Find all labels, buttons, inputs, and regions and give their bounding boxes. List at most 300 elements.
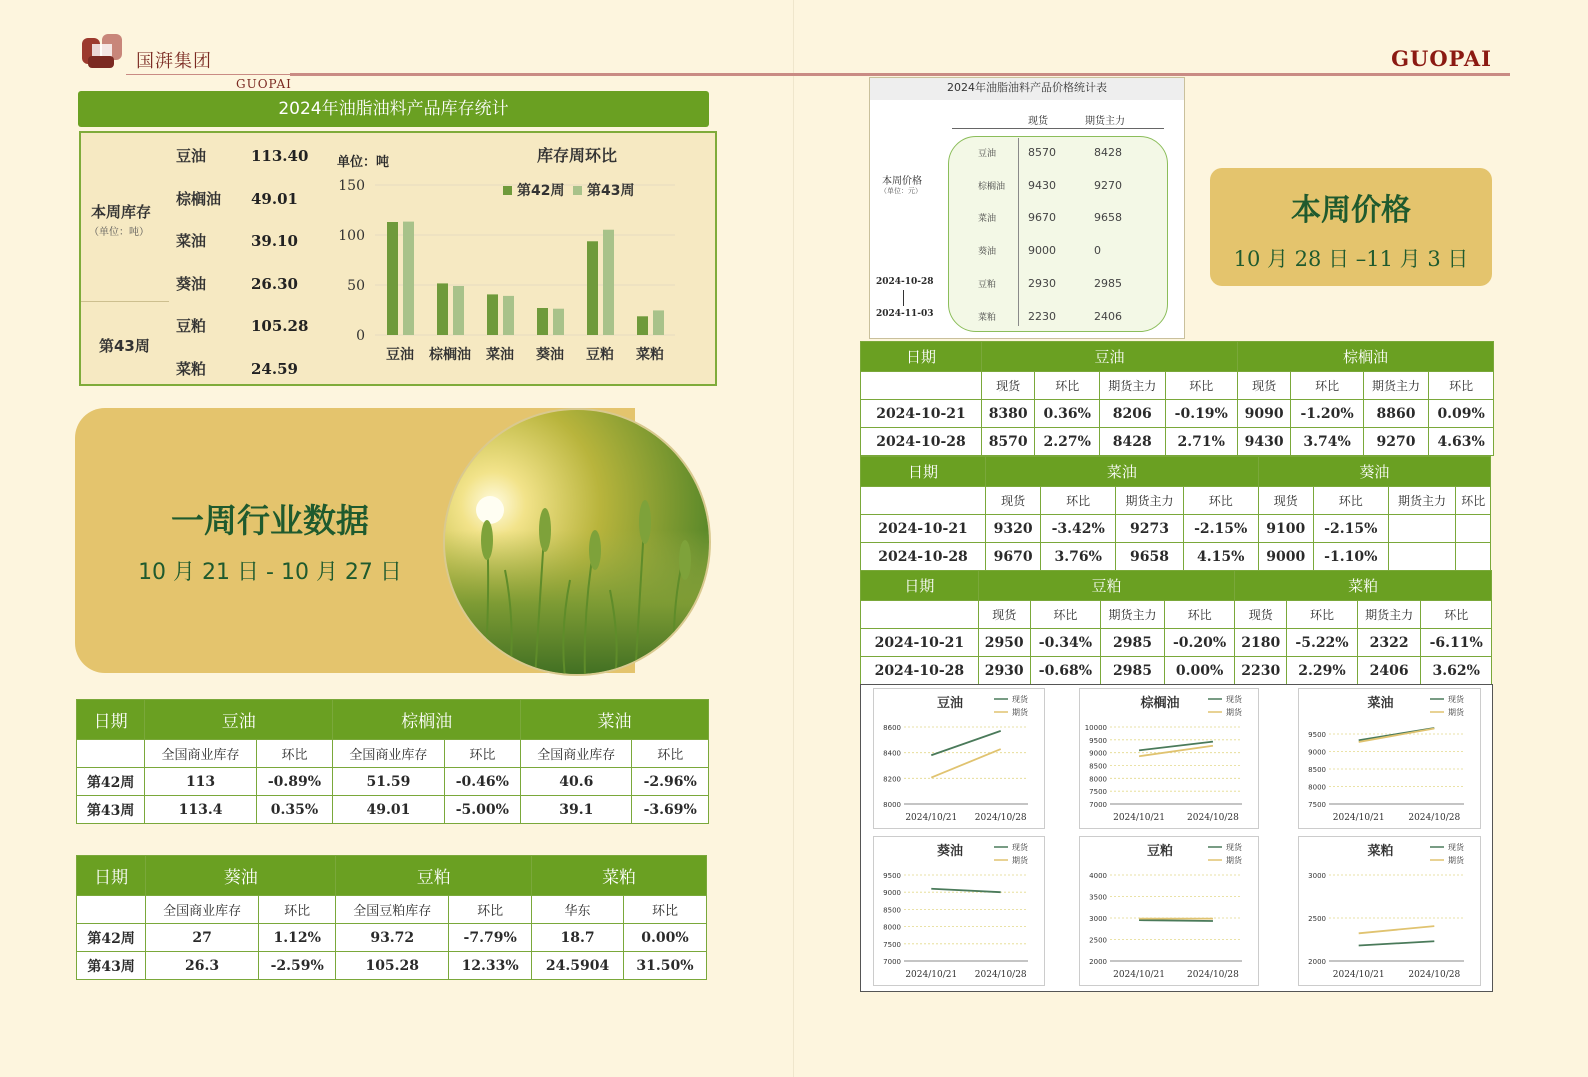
mini-x-tick: 2024/10/21 xyxy=(1332,970,1385,980)
row-label: 第42周 xyxy=(77,768,145,796)
mini-x-tick: 2024/10/21 xyxy=(905,813,958,823)
sub-header: 现货 xyxy=(1237,372,1290,400)
table-cell: 0.36% xyxy=(1035,400,1100,428)
mini-legend-label: 期货 xyxy=(1448,708,1464,717)
group-header: 菜油 xyxy=(521,700,709,740)
x-tick-label: 菜油 xyxy=(486,347,514,363)
table-cell: 12.33% xyxy=(449,952,532,980)
sub-header: 现货 xyxy=(1258,487,1313,515)
mini-y-tick: 8500 xyxy=(1089,762,1107,771)
price-date-connector xyxy=(903,290,904,306)
mini-y-tick: 9000 xyxy=(1089,749,1107,758)
price-header-rule xyxy=(952,128,1164,129)
mini-series-现货 xyxy=(1359,941,1435,945)
mini-legend-label: 期货 xyxy=(1226,708,1242,717)
price-row-name: 菜油 xyxy=(978,214,997,225)
table-row xyxy=(77,952,707,980)
price-col-futures: 期货主力 xyxy=(1085,116,1125,127)
price-row-name: 棕榈油 xyxy=(978,181,1006,192)
table-cell: 2180 xyxy=(1235,629,1287,657)
table-cell: 2230 xyxy=(1235,657,1287,685)
table-cell: -5.00% xyxy=(444,796,520,824)
header-rule xyxy=(290,73,1510,76)
mini-y-tick: 3000 xyxy=(1308,872,1326,880)
row-label: 2024-10-28 xyxy=(861,543,986,571)
table-row xyxy=(861,400,1494,428)
inventory-row-label: 本周库存 xyxy=(91,203,152,221)
table-cell: 9100 xyxy=(1258,515,1313,543)
bar-第43周 xyxy=(603,230,614,335)
table-cell: -2.15% xyxy=(1183,515,1258,543)
price-table-meals xyxy=(860,570,1492,685)
mini-series-现货 xyxy=(931,731,1000,755)
this-week-dates: 10 月 28 日 –11 月 3 日 xyxy=(1233,247,1469,271)
inventory-bar-chart xyxy=(331,139,691,379)
table-cell: -2.15% xyxy=(1313,515,1388,543)
mini-chart-title: 豆粕 xyxy=(1146,844,1174,859)
price-column-rule xyxy=(1018,138,1019,326)
table-cell: 9270 xyxy=(1363,428,1428,456)
table-cell: -0.19% xyxy=(1165,400,1237,428)
table-cell: 2406 xyxy=(1357,657,1421,685)
row-label: 第43周 xyxy=(77,952,146,980)
table-cell: -2.59% xyxy=(258,952,335,980)
table-cell: -0.20% xyxy=(1164,629,1234,657)
table-row xyxy=(77,924,707,952)
table-cell: 27 xyxy=(146,924,259,952)
table-cell: 9000 xyxy=(1258,543,1313,571)
inventory-item-value: 49.01 xyxy=(251,189,298,208)
group-header: 菜油 xyxy=(986,457,1259,487)
inventory-panel xyxy=(79,131,717,386)
sub-header: 环比 xyxy=(256,740,332,768)
price-date-from: 2024-10-28 xyxy=(876,277,934,287)
sub-header: 全国豆粕库存 xyxy=(336,896,449,924)
mini-y-tick: 8000 xyxy=(883,923,901,932)
table-row xyxy=(861,515,1491,543)
mini-chart-6 xyxy=(1298,836,1481,986)
table-cell: 9670 xyxy=(986,543,1041,571)
row-label: 2024-10-21 xyxy=(861,629,979,657)
sub-header: 环比 xyxy=(632,740,709,768)
row-label: 2024-10-21 xyxy=(861,400,982,428)
inventory-week-label: 第43周 xyxy=(99,337,150,355)
inventory-item-name: 葵油 xyxy=(176,274,207,293)
price-rounded-box xyxy=(948,136,1168,332)
table-cell: -1.20% xyxy=(1291,400,1363,428)
table-cell: 3.76% xyxy=(1041,543,1116,571)
row-label: 2024-10-28 xyxy=(861,657,979,685)
mini-y-tick: 8500 xyxy=(1308,766,1326,774)
group-header: 葵油 xyxy=(146,856,336,896)
mini-legend-label: 现货 xyxy=(1012,695,1028,704)
price-date-to: 2024-11-03 xyxy=(876,309,934,319)
sub-header: 环比 xyxy=(1041,487,1116,515)
mini-series-期货 xyxy=(1359,728,1435,741)
inventory-item-value: 105.28 xyxy=(251,317,309,335)
x-tick-label: 豆油 xyxy=(386,347,414,363)
price-row-spot: 9000 xyxy=(1028,244,1056,258)
mini-x-tick: 2024/10/21 xyxy=(905,970,958,980)
sub-header: 现货 xyxy=(978,601,1030,629)
row-label: 2024-10-28 xyxy=(861,428,982,456)
page-divider xyxy=(793,0,794,1077)
table-cell: 8380 xyxy=(981,400,1034,428)
mini-chart-svg xyxy=(874,689,1046,830)
inventory-item-name: 豆粕 xyxy=(176,317,207,335)
mini-y-tick: 8000 xyxy=(1308,783,1326,792)
sub-header: 环比 xyxy=(1165,372,1237,400)
mini-chart-svg xyxy=(1080,689,1260,830)
table-cell: 40.6 xyxy=(521,768,632,796)
mini-x-tick: 2024/10/28 xyxy=(1408,970,1461,980)
table-row xyxy=(861,543,1491,571)
sub-header: 现货 xyxy=(1235,601,1287,629)
price-summary-title: 2024年油脂油料产品价格统计表 xyxy=(870,78,1184,100)
row-label: 2024-10-21 xyxy=(861,515,986,543)
price-row-name: 豆油 xyxy=(978,149,997,159)
table-cell xyxy=(1456,543,1491,571)
mini-legend-label: 期货 xyxy=(1012,856,1028,865)
table-cell: 113 xyxy=(145,768,256,796)
table-cell: -5.22% xyxy=(1287,629,1357,657)
logo-underline xyxy=(126,74,290,75)
mini-y-tick: 8500 xyxy=(883,906,901,915)
legend-swatch xyxy=(503,186,512,195)
mini-legend-label: 现货 xyxy=(1226,695,1242,704)
company-sub: GUOPAI xyxy=(236,77,292,91)
mini-legend-label: 现货 xyxy=(1448,843,1464,852)
table-cell: 18.7 xyxy=(532,924,624,952)
mini-y-tick: 7500 xyxy=(1308,801,1326,809)
mini-y-tick: 7000 xyxy=(1089,801,1107,809)
sub-header: 华东 xyxy=(532,896,624,924)
table-cell: 8428 xyxy=(1100,428,1165,456)
mini-chart-1 xyxy=(873,688,1045,829)
mini-y-tick: 9500 xyxy=(1308,731,1326,739)
sub-header: 期货主力 xyxy=(1363,372,1428,400)
sub-header: 环比 xyxy=(623,896,706,924)
sub-header: 全国商业库存 xyxy=(145,740,256,768)
table-cell: 0.00% xyxy=(623,924,706,952)
price-table-oils-1 xyxy=(860,341,1494,456)
inventory-item-name: 菜油 xyxy=(176,232,207,250)
table-cell: 2.27% xyxy=(1035,428,1100,456)
bar-第42周 xyxy=(637,316,648,335)
mini-chart-svg xyxy=(874,837,1046,987)
sub-header: 环比 xyxy=(1421,601,1492,629)
table-cell: 4.15% xyxy=(1183,543,1258,571)
y-tick-label: 100 xyxy=(338,228,365,244)
table-cell: -3.69% xyxy=(632,796,709,824)
sub-header: 环比 xyxy=(1035,372,1100,400)
inventory-item-name: 豆油 xyxy=(176,147,207,165)
price-left-sub: （单位：元） xyxy=(880,187,922,195)
price-row-futures: 9658 xyxy=(1094,211,1122,225)
sub-header: 环比 xyxy=(1429,372,1494,400)
group-header: 豆油 xyxy=(981,342,1237,372)
empty-cell xyxy=(77,896,146,924)
table-cell: 9273 xyxy=(1116,515,1184,543)
mini-series-现货 xyxy=(1139,742,1213,751)
sub-header: 期货主力 xyxy=(1101,601,1165,629)
mini-legend-label: 期货 xyxy=(1448,856,1464,865)
sub-header: 全国商业库存 xyxy=(521,740,632,768)
price-row-futures: 8428 xyxy=(1094,146,1122,159)
date-header: 日期 xyxy=(861,571,979,601)
mini-x-tick: 2024/10/21 xyxy=(1113,813,1165,823)
inventory-item-value: 113.40 xyxy=(251,147,309,165)
empty-cell xyxy=(77,740,145,768)
table-cell: 0.00% xyxy=(1164,657,1234,685)
bar-第42周 xyxy=(387,222,398,335)
x-tick-label: 菜粕 xyxy=(636,347,664,363)
table-cell: 2.71% xyxy=(1165,428,1237,456)
empty-cell xyxy=(861,601,979,629)
price-row-name: 豆粕 xyxy=(978,279,997,290)
table-cell: 9658 xyxy=(1116,543,1184,571)
row-label: 第42周 xyxy=(77,924,146,952)
chart-title: 库存周环比 xyxy=(536,146,618,165)
mini-chart-4 xyxy=(873,836,1045,986)
bar-第43周 xyxy=(553,309,564,335)
stock-table-1 xyxy=(76,699,709,824)
mini-legend-label: 现货 xyxy=(1226,843,1242,852)
mini-x-tick: 2024/10/21 xyxy=(1332,813,1385,823)
mini-y-tick: 8000 xyxy=(883,801,901,809)
mini-chart-title: 葵油 xyxy=(936,844,964,859)
wheat-field-image xyxy=(443,408,711,676)
row-label: 第43周 xyxy=(77,796,145,824)
mini-chart-2 xyxy=(1079,688,1259,829)
table-cell: 3.62% xyxy=(1421,657,1492,685)
inventory-item-name: 棕榈油 xyxy=(176,189,222,208)
table-cell: 51.59 xyxy=(333,768,444,796)
table-cell: 9320 xyxy=(986,515,1041,543)
inventory-item-value: 26.30 xyxy=(251,274,298,293)
mini-y-tick: 7500 xyxy=(883,940,901,949)
table-row xyxy=(77,796,709,824)
table-cell: -0.34% xyxy=(1030,629,1100,657)
mini-y-tick: 2500 xyxy=(1089,936,1107,945)
price-row-spot: 9430 xyxy=(1028,178,1056,192)
price-row-futures: 2985 xyxy=(1094,276,1122,290)
inventory-unit-note: （单位：吨） xyxy=(89,227,149,238)
sub-header: 环比 xyxy=(1030,601,1100,629)
mini-x-tick: 2024/10/28 xyxy=(1187,813,1239,823)
table-cell: -1.10% xyxy=(1313,543,1388,571)
mini-chart-svg xyxy=(1080,837,1260,987)
mini-x-tick: 2024/10/28 xyxy=(974,970,1027,980)
sub-header: 环比 xyxy=(1313,487,1388,515)
table-cell: -6.11% xyxy=(1421,629,1492,657)
table-cell: -7.79% xyxy=(449,924,532,952)
mini-legend-label: 期货 xyxy=(1012,708,1028,717)
table-row xyxy=(861,428,1494,456)
mini-y-tick: 10000 xyxy=(1084,724,1107,732)
table-cell: -0.89% xyxy=(256,768,332,796)
table-cell: 31.50% xyxy=(623,952,706,980)
group-header: 菜粕 xyxy=(1235,571,1492,601)
table-cell xyxy=(1388,543,1456,571)
table-cell: 8860 xyxy=(1363,400,1428,428)
table-cell: 2985 xyxy=(1101,629,1165,657)
date-header: 日期 xyxy=(861,342,982,372)
price-row-spot: 2930 xyxy=(1028,276,1056,290)
table-cell: -0.46% xyxy=(444,768,520,796)
x-tick-label: 葵油 xyxy=(536,347,564,363)
bar-第42周 xyxy=(587,241,598,335)
mini-series-期货 xyxy=(1359,926,1435,933)
mini-x-tick: 2024/10/21 xyxy=(1113,970,1165,980)
mini-chart-5 xyxy=(1079,836,1259,986)
stock-table-2 xyxy=(76,855,707,980)
mini-chart-title: 豆油 xyxy=(936,696,964,711)
table-cell: 113.4 xyxy=(145,796,256,824)
table-cell: 0.09% xyxy=(1429,400,1494,428)
mini-legend-label: 期货 xyxy=(1226,856,1242,865)
mini-y-tick: 9500 xyxy=(883,872,901,880)
table-cell: 1.12% xyxy=(258,924,335,952)
mini-chart-svg xyxy=(1299,689,1482,830)
sub-header: 现货 xyxy=(986,487,1041,515)
price-row-spot: 9670 xyxy=(1028,211,1056,225)
table-cell: -3.42% xyxy=(1041,515,1116,543)
sub-header: 环比 xyxy=(444,740,520,768)
group-header: 棕榈油 xyxy=(333,700,521,740)
sub-header: 环比 xyxy=(1164,601,1234,629)
sub-header: 全国商业库存 xyxy=(146,896,259,924)
sub-header: 全国商业库存 xyxy=(333,740,444,768)
price-summary-table xyxy=(869,77,1185,339)
table-cell: 2930 xyxy=(978,657,1030,685)
mini-y-tick: 9000 xyxy=(1308,748,1326,757)
sub-header: 环比 xyxy=(258,896,335,924)
x-tick-label: 豆粕 xyxy=(586,347,614,363)
weekly-title: 一周行业数据 xyxy=(171,501,369,540)
brand-right: GUOPAI xyxy=(1391,46,1492,71)
group-header: 豆油 xyxy=(145,700,333,740)
table-cell: 3.74% xyxy=(1291,428,1363,456)
mini-y-tick: 7500 xyxy=(1089,788,1107,797)
y-tick-label: 0 xyxy=(356,328,365,344)
mini-chart-3 xyxy=(1298,688,1481,829)
empty-cell xyxy=(861,487,986,515)
mini-series-期货 xyxy=(931,749,1000,777)
table-cell xyxy=(1456,515,1491,543)
mini-y-tick: 9000 xyxy=(883,889,901,898)
price-row-spot: 2230 xyxy=(1028,309,1056,323)
this-week-title: 本周价格 xyxy=(1291,193,1411,228)
inventory-item-value: 39.10 xyxy=(251,232,298,250)
legend-swatch xyxy=(573,186,582,195)
legend-label: 第42周 xyxy=(517,183,565,199)
price-row-futures: 9270 xyxy=(1094,178,1122,192)
bar-第42周 xyxy=(437,283,448,335)
y-tick-label: 150 xyxy=(338,178,365,194)
table-cell: 2950 xyxy=(978,629,1030,657)
company-logo xyxy=(80,30,124,72)
table-cell: 4.63% xyxy=(1429,428,1494,456)
y-tick-label: 50 xyxy=(347,278,365,294)
mini-legend-label: 现货 xyxy=(1012,843,1028,852)
mini-x-tick: 2024/10/28 xyxy=(1408,813,1461,823)
table-cell: 2985 xyxy=(1101,657,1165,685)
sub-header: 环比 xyxy=(1183,487,1258,515)
mini-chart-title: 棕榈油 xyxy=(1140,696,1180,711)
bar-第43周 xyxy=(653,310,664,335)
mini-y-tick: 8400 xyxy=(883,749,901,758)
table-cell xyxy=(1388,515,1456,543)
price-row-futures: 2406 xyxy=(1094,309,1122,323)
sub-header: 环比 xyxy=(1456,487,1491,515)
table-cell: 39.1 xyxy=(521,796,632,824)
group-header: 豆粕 xyxy=(978,571,1235,601)
price-col-spot: 现货 xyxy=(1028,116,1048,127)
table-cell: -0.68% xyxy=(1030,657,1100,685)
mini-y-tick: 7000 xyxy=(883,958,901,966)
sub-header: 环比 xyxy=(1287,601,1357,629)
mini-chart-svg xyxy=(1299,837,1482,987)
table-cell: 2322 xyxy=(1357,629,1421,657)
mini-y-tick: 2500 xyxy=(1308,915,1326,923)
bar-第43周 xyxy=(453,286,464,335)
inventory-item-name: 菜粕 xyxy=(176,359,207,378)
inventory-item-value: 24.59 xyxy=(251,359,298,378)
mini-y-tick: 2000 xyxy=(1089,958,1107,966)
inventory-divider xyxy=(81,301,169,302)
price-left-label: 本周价格 xyxy=(882,176,922,187)
group-header: 豆粕 xyxy=(336,856,532,896)
mini-x-tick: 2024/10/28 xyxy=(974,813,1027,823)
sub-header: 期货主力 xyxy=(1357,601,1421,629)
sub-header: 环比 xyxy=(449,896,532,924)
price-row-spot: 8570 xyxy=(1028,146,1056,159)
sub-header: 期货主力 xyxy=(1100,372,1165,400)
table-row xyxy=(861,657,1492,685)
inventory-title: 2024年油脂油料产品库存统计 xyxy=(78,91,709,127)
sub-header: 期货主力 xyxy=(1116,487,1184,515)
table-cell: 93.72 xyxy=(336,924,449,952)
mini-series-期货 xyxy=(1139,746,1213,757)
mini-y-tick: 3000 xyxy=(1089,915,1107,923)
table-cell: -2.96% xyxy=(632,768,709,796)
x-tick-label: 棕榈油 xyxy=(429,347,471,363)
mini-y-tick: 2000 xyxy=(1308,958,1326,966)
mini-y-tick: 9500 xyxy=(1089,736,1107,745)
bar-第42周 xyxy=(537,308,548,335)
date-header: 日期 xyxy=(77,856,146,896)
mini-y-tick: 8000 xyxy=(1089,775,1107,784)
table-cell: 9430 xyxy=(1237,428,1290,456)
sub-header: 期货主力 xyxy=(1388,487,1456,515)
mini-y-tick: 3500 xyxy=(1089,893,1107,902)
table-cell: 2.29% xyxy=(1287,657,1357,685)
table-cell: 8570 xyxy=(981,428,1034,456)
price-row-futures: 0 xyxy=(1094,244,1101,258)
group-header: 菜粕 xyxy=(532,856,707,896)
mini-series-现货 xyxy=(931,889,1000,892)
empty-cell xyxy=(861,372,982,400)
mini-y-tick: 4000 xyxy=(1089,872,1107,880)
mini-chart-title: 菜粕 xyxy=(1367,844,1394,859)
table-cell: 26.3 xyxy=(146,952,259,980)
group-header: 棕榈油 xyxy=(1237,342,1493,372)
mini-y-tick: 8600 xyxy=(883,724,901,732)
bar-第43周 xyxy=(503,296,514,335)
mini-legend-label: 现货 xyxy=(1448,695,1464,704)
sub-header: 现货 xyxy=(981,372,1034,400)
